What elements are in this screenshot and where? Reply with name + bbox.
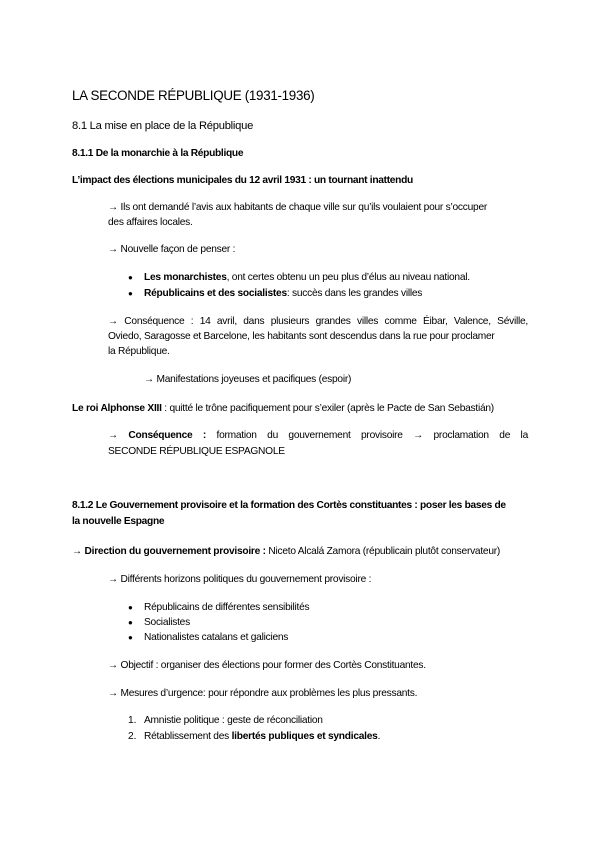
paragraph-line: → Direction du gouvernement provisoire : Niceto Alcalá Zamora (républicain plutôt conservateur) xyxy=(72,546,501,557)
paragraph-line: → Conséquence : 14 avril, dans plusieurs grandes villes comme Éibar, Valence, Séville, xyxy=(108,316,528,327)
list-item: Républicains et des socialistes: succès dans les grandes villes xyxy=(144,288,423,299)
section-heading-8-1-2-cont: la nouvelle Espagne xyxy=(72,516,165,527)
subheading-elections: L’impact des élections municipales du 12 avril 1931 : un tournant inattendu xyxy=(72,175,413,186)
list-item: Les monarchistes, ont certes obtenu un peu plus d’élus au niveau national. xyxy=(144,272,470,283)
bullet-icon: ● xyxy=(128,633,133,642)
bullet-icon: ● xyxy=(128,618,133,627)
paragraph-line: → Mesures d’urgence: pour répondre aux problèmes les plus pressants. xyxy=(108,688,418,699)
list-item: Socialistes xyxy=(144,617,190,628)
list-item: Nationalistes catalans et galiciens xyxy=(144,632,289,643)
section-heading-8-1: 8.1 La mise en place de la République xyxy=(72,120,254,132)
paragraph-line: la République. xyxy=(108,346,170,357)
section-heading-8-1-1: 8.1.1 De la monarchie à la République xyxy=(72,148,244,159)
list-item: Amnistie politique : geste de réconciliation xyxy=(144,715,323,726)
paragraph-line: → Manifestations joyeuses et pacifiques (espoir) xyxy=(144,374,352,385)
list-item: Rétablissement des libertés publiques et syndicales. xyxy=(144,731,381,742)
section-heading-8-1-2: 8.1.2 Le Gouvernement provisoire et la formation des Cortès constituantes : poser les bases de xyxy=(72,500,506,511)
paragraph-line: → Ils ont demandé l’avis aux habitants de chaque ville sur qu’ils voulaient pour s’occuper xyxy=(108,202,488,213)
list-number: 2. xyxy=(128,731,137,742)
paragraph-line: SECONDE RÉPUBLIQUE ESPAGNOLE xyxy=(108,446,285,457)
paragraph-line: Le roi Alphonse XIII : quitté le trône pacifiquement pour s’exiler (après le Pacte de San Sebastián) xyxy=(72,403,494,414)
bullet-icon: ● xyxy=(128,603,133,612)
bullet-icon: ● xyxy=(128,273,133,282)
bullet-icon: ● xyxy=(128,289,133,298)
list-item: Républicains de différentes sensibilités xyxy=(144,602,310,613)
paragraph-line: → Différents horizons politiques du gouvernement provisoire : xyxy=(108,574,372,585)
paragraph-line: des affaires locales. xyxy=(108,217,193,228)
paragraph-line: → Nouvelle façon de penser : xyxy=(108,244,236,255)
paragraph-line: → Conséquence : formation du gouvernement provisoire → proclamation de la xyxy=(108,430,528,441)
paragraph-line: → Objectif : organiser des élections pour former des Cortès Constituantes. xyxy=(108,660,426,671)
paragraph-line: Oviedo, Saragosse et Barcelone, les habitants sont descendus dans la rue pour proclamer xyxy=(108,331,495,342)
page-title: LA SECONDE RÉPUBLIQUE (1931-1936) xyxy=(72,88,315,103)
list-number: 1. xyxy=(128,715,137,726)
